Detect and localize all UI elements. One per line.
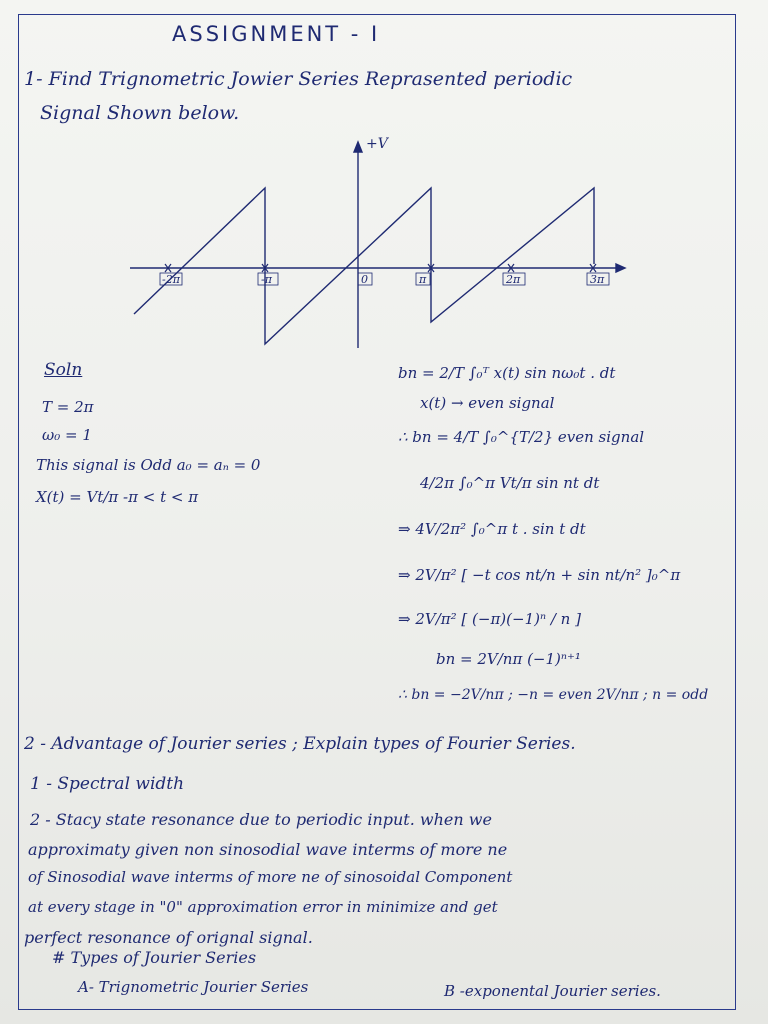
bn-formula: bn = 2/T ∫₀ᵀ x(t) sin nω₀t . dt	[398, 364, 616, 382]
solution-line-xt: X(t) = Vt/π -π < t < π	[36, 488, 199, 506]
type-b: B -exponental Jourier series.	[444, 982, 661, 1000]
solution-line-odd: This signal is Odd a₀ = aₙ = 0	[36, 456, 261, 474]
x-label-pi: π	[419, 273, 427, 286]
advantage-2-line-1: 2 - Stacy state resonance due to periodic input. when we	[30, 810, 492, 829]
question-1-line-1: 1- Find Trignometric Jowier Series Reprasented periodic	[24, 68, 573, 90]
advantage-2-line-4: at every stage in "0" approximation error in minimize and get	[28, 898, 498, 916]
advantage-2-line-3: of Sinosodial wave interms of more ne of sinosoidal Component	[28, 868, 513, 886]
page-title: ASSIGNMENT - I	[172, 22, 381, 46]
advantage-2-line-5: perfect resonance of orignal signal.	[24, 928, 313, 947]
x-label-neg-2pi: -2π	[162, 273, 180, 286]
bn-final: ∴ bn = −2V/nπ ; −n = even 2V/nπ ; n = odd	[398, 687, 709, 703]
solution-line-omega: ω₀ = 1	[42, 426, 92, 444]
bn-step-4: ⇒ 2V/π² [ (−π)(−1)ⁿ / n ]	[398, 610, 581, 628]
sawtooth-waveform	[134, 188, 594, 344]
bn-step-2: ⇒ 4V/2π² ∫₀^π t . sin t dt	[398, 520, 586, 538]
x-axis-arrow-icon	[616, 264, 625, 272]
x-label-2pi: 2π	[506, 273, 521, 286]
y-axis-label: +V	[366, 136, 388, 152]
bn-result: bn = 2V/nπ (−1)ⁿ⁺¹	[436, 650, 581, 668]
y-axis-arrow-icon	[354, 142, 362, 152]
x-label-0: 0	[361, 273, 368, 286]
solution-heading: Soln	[44, 360, 83, 380]
question-2-heading: 2 - Advantage of Jourier series ; Explain types of Fourier Series.	[24, 734, 576, 754]
x-label-3pi: 3π	[590, 273, 605, 286]
xt-even-note: x(t) → even signal	[420, 394, 555, 412]
x-label-neg-pi: -π	[261, 273, 272, 286]
advantage-1: 1 - Spectral width	[30, 774, 185, 794]
bn-half-period: ∴ bn = 4/T ∫₀^{T/2} even signal	[398, 428, 645, 446]
bn-step-1: 4/2π ∫₀^π Vt/π sin nt dt	[420, 474, 600, 492]
advantage-2-line-2: approximaty given non sinosodial wave interms of more ne	[28, 840, 508, 859]
solution-line-period: T = 2π	[42, 398, 94, 416]
bn-step-3: ⇒ 2V/π² [ −t cos nt/n + sin nt/n² ]₀^π	[398, 566, 681, 584]
types-heading: # Types of Jourier Series	[52, 948, 257, 967]
question-1-line-2: Signal Shown below.	[40, 102, 240, 124]
sawtooth-graph	[120, 130, 630, 355]
type-a: A- Trignometric Jourier Series	[78, 978, 309, 996]
